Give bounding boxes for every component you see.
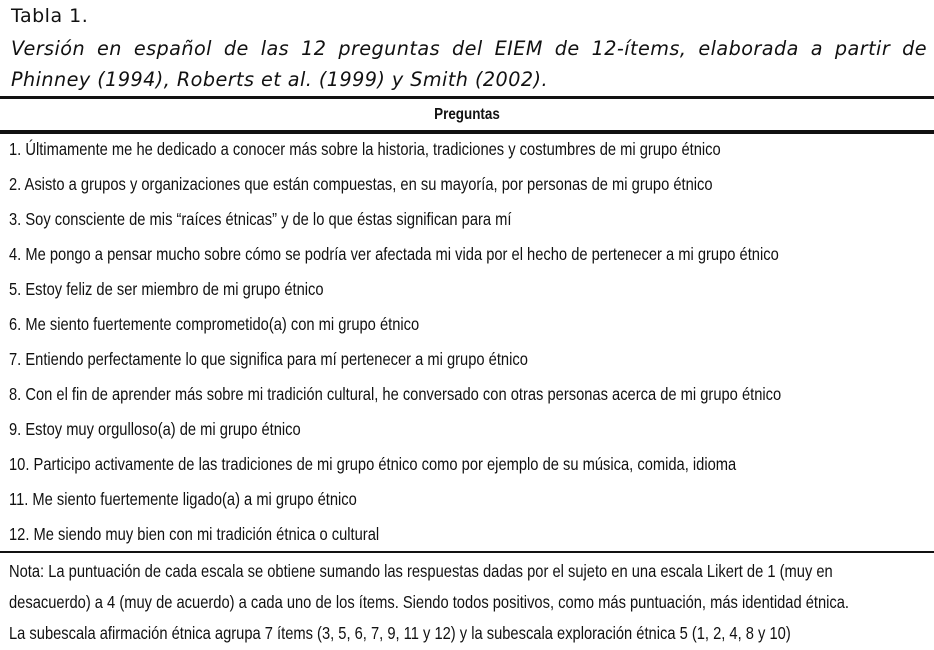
table-note (9, 556, 933, 649)
question-row (0, 414, 934, 449)
note-line: Nota: La puntuación de cada escala se obtiene sumando las respuestas dadas por el sujeto en una escala Likert de 1 (muy en (9, 561, 833, 581)
question-text: 12. Me siendo muy bien con mi tradición étnica o cultural (9, 524, 380, 544)
question-text: 2. Asisto a grupos y organizaciones que están compuestas, en su mayoría, por personas de mi grupo étnico (9, 174, 713, 194)
question-row (0, 484, 934, 519)
questions-list (0, 134, 934, 554)
question-row (0, 204, 934, 239)
column-header: Preguntas (434, 106, 500, 123)
question-text: 10. Participo activamente de las tradiciones de mi grupo étnico como por ejemplo de su música, comida, idioma (9, 454, 737, 474)
question-row (0, 379, 934, 414)
question-text: 7. Entiendo perfectamente lo que significa para mí pertenecer a mi grupo étnico (9, 349, 528, 369)
question-row (0, 344, 934, 379)
question-row (0, 519, 934, 554)
question-row (0, 169, 934, 204)
note-line: La subescala afirmación étnica agrupa 7 ítems (3, 5, 6, 7, 9, 11 y 12) y la subescala exploración étnica 5 (1, 2, 4, 8 y 10) (9, 623, 791, 643)
question-row (0, 449, 934, 484)
question-text: 4. Me pongo a pensar mucho sobre cómo se podría ver afectada mi vida por el hecho de pertenecer a mi grupo étnico (9, 244, 779, 264)
question-text: 11. Me siento fuertemente ligado(a) a mi grupo étnico (9, 489, 357, 509)
question-row (0, 239, 934, 274)
question-row (0, 134, 934, 169)
question-row (0, 309, 934, 344)
question-text: 1. Últimamente me he dedicado a conocer más sobre la historia, tradiciones y costumbres de mi grupo étnico (9, 139, 721, 159)
question-text: 8. Con el fin de aprender más sobre mi tradición cultural, he conversado con otras personas acerca de mi grupo étnico (9, 384, 782, 404)
question-text: 3. Soy consciente de mis “raíces étnicas” y de lo que éstas significan para mí (9, 209, 512, 229)
bottom-rule (0, 551, 934, 553)
table-caption: Versión en español de las 12 preguntas del EIEM de 12-ítems, elaborada a partir de Phinney (1994), Roberts et al. (1999) y Smith (2002). (11, 37, 927, 91)
table-label: Tabla 1. (11, 5, 89, 27)
question-text: 5. Estoy feliz de ser miembro de mi grupo étnico (9, 279, 324, 299)
question-row (0, 274, 934, 309)
note-line: desacuerdo) a 4 (muy de acuerdo) a cada uno de los ítems. Siendo todos positivos, como más puntuación, más identidad étnica. (9, 592, 850, 612)
question-text: 6. Me siento fuertemente comprometido(a) con mi grupo étnico (9, 314, 420, 334)
question-text: 9. Estoy muy orgulloso(a) de mi grupo étnico (9, 419, 301, 439)
